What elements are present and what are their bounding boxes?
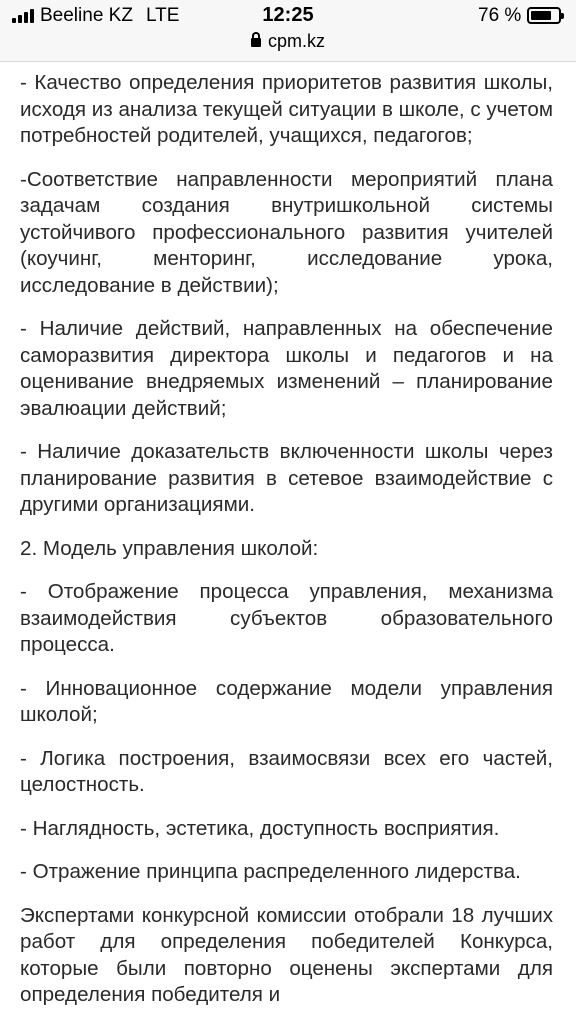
article-content xyxy=(20,70,553,1026)
paragraph: - Наличие действий, направленных на обеспечение саморазвития директора школы и педагогов и на оценивание внедряемых изменений – планирование эвалюации действий; xyxy=(20,317,553,420)
carrier-name: Beeline KZ xyxy=(40,5,133,26)
paragraph: - Отражение принципа распределенного лидерства. xyxy=(20,860,521,883)
paragraph: - Наличие доказательств включенности школы через планирование развития в сетевое взаимодействие с другими организациями. xyxy=(20,440,553,516)
url-text[interactable]: cpm.kz xyxy=(267,31,325,51)
paragraph: - Отображение процесса управления, механизма взаимодействия субъектов образовательного процесса. xyxy=(20,580,553,656)
battery-fill xyxy=(531,11,551,20)
battery-percent: 76 % xyxy=(478,5,522,26)
paragraph: - Логика построения, взаимосвязи всех его частей, целостность. xyxy=(20,746,553,796)
paragraph: Экспертами конкурсной комиссии отобрали 18 лучших работ для определения победителей Конкурса, которые были повторно оценены экспертами для определения победителя и xyxy=(20,903,553,1006)
paragraph: -Соответствие направленности мероприятий плана задачам создания внутришкольной системы устойчивого профессионального развития учителей (коучинг, менторинг, исследование урока, исследование в действии); xyxy=(20,167,553,297)
status-time: 12:25 xyxy=(262,4,314,26)
paragraph: - Наглядность, эстетика, доступность восприятия. xyxy=(20,816,500,840)
battery-icon xyxy=(527,7,561,24)
paragraph: - Инновационное содержание модели управления школой; xyxy=(20,676,553,726)
address-bar[interactable] xyxy=(0,31,576,52)
paragraph: - Качество определения приоритетов развития школы, исходя из анализа текущей ситуации в школе, с учетом потребностей родителей, учащихся, педагогов; xyxy=(20,71,553,147)
status-bar xyxy=(0,0,576,62)
lock-icon xyxy=(251,38,261,47)
section-heading: 2. Модель управления школой: xyxy=(20,536,319,560)
network-type: LTE xyxy=(146,5,180,26)
